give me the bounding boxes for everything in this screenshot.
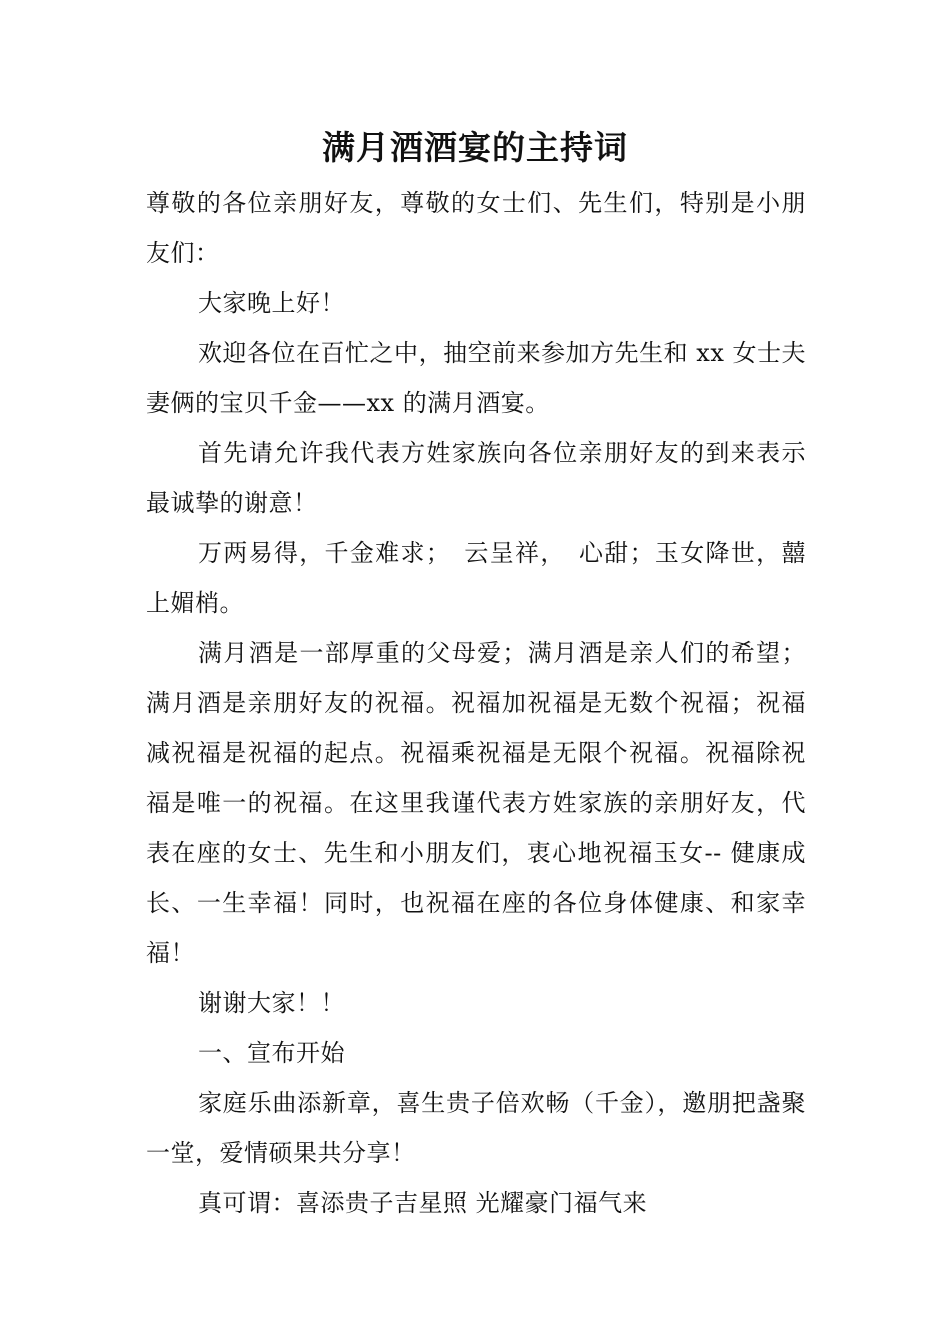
section-heading-start: 一、宣布开始 bbox=[198, 1039, 345, 1067]
paragraph-thank-you: 谢谢大家！！ bbox=[198, 989, 345, 1017]
paragraph-family-music: 家庭乐曲添新章，喜生贵子倍欢畅（千金），邀朋把盏聚一堂，爱情硕果共分享！ bbox=[146, 1089, 806, 1167]
document-title: 满月酒酒宴的主持词 bbox=[322, 128, 628, 167]
document-body bbox=[146, 178, 806, 1228]
paragraph-blessing: 满月酒是一部厚重的父母爱；满月酒是亲人们的希望；满月酒是亲朋好友的祝福。祝福加祝福是无数个祝福；祝福减祝福是祝福的起点。祝福乘祝福是无限个祝福。祝福除祝福是唯一的祝福。在这里我谨代表方姓家族的亲朋好友，代表在座的女士、先生和小朋友们，衷心地祝福玉女-- 健康成长、一生幸福！同时，也祝福在座的各位身体健康、和家幸福！ bbox=[146, 639, 806, 967]
paragraph-welcome: 欢迎各位在百忙之中，抽空前来参加方先生和 xx 女士夫妻俩的宝贝千金——xx 的满月酒宴。 bbox=[146, 339, 806, 417]
paragraph-couplet: 万两易得，千金难求； 云呈祥， 心甜；玉女降世，囍上媚梢。 bbox=[146, 539, 806, 617]
paragraph-thanks: 首先请允许我代表方姓家族向各位亲朋好友的到来表示最诚挚的谢意！ bbox=[146, 439, 806, 517]
paragraph-good-evening: 大家晚上好！ bbox=[198, 289, 345, 317]
paragraph-saying: 真可谓：喜添贵子吉星照 光耀豪门福气来 bbox=[198, 1189, 648, 1217]
paragraph-greeting: 尊敬的各位亲朋好友，尊敬的女士们、先生们，特别是小朋友们： bbox=[146, 189, 806, 267]
